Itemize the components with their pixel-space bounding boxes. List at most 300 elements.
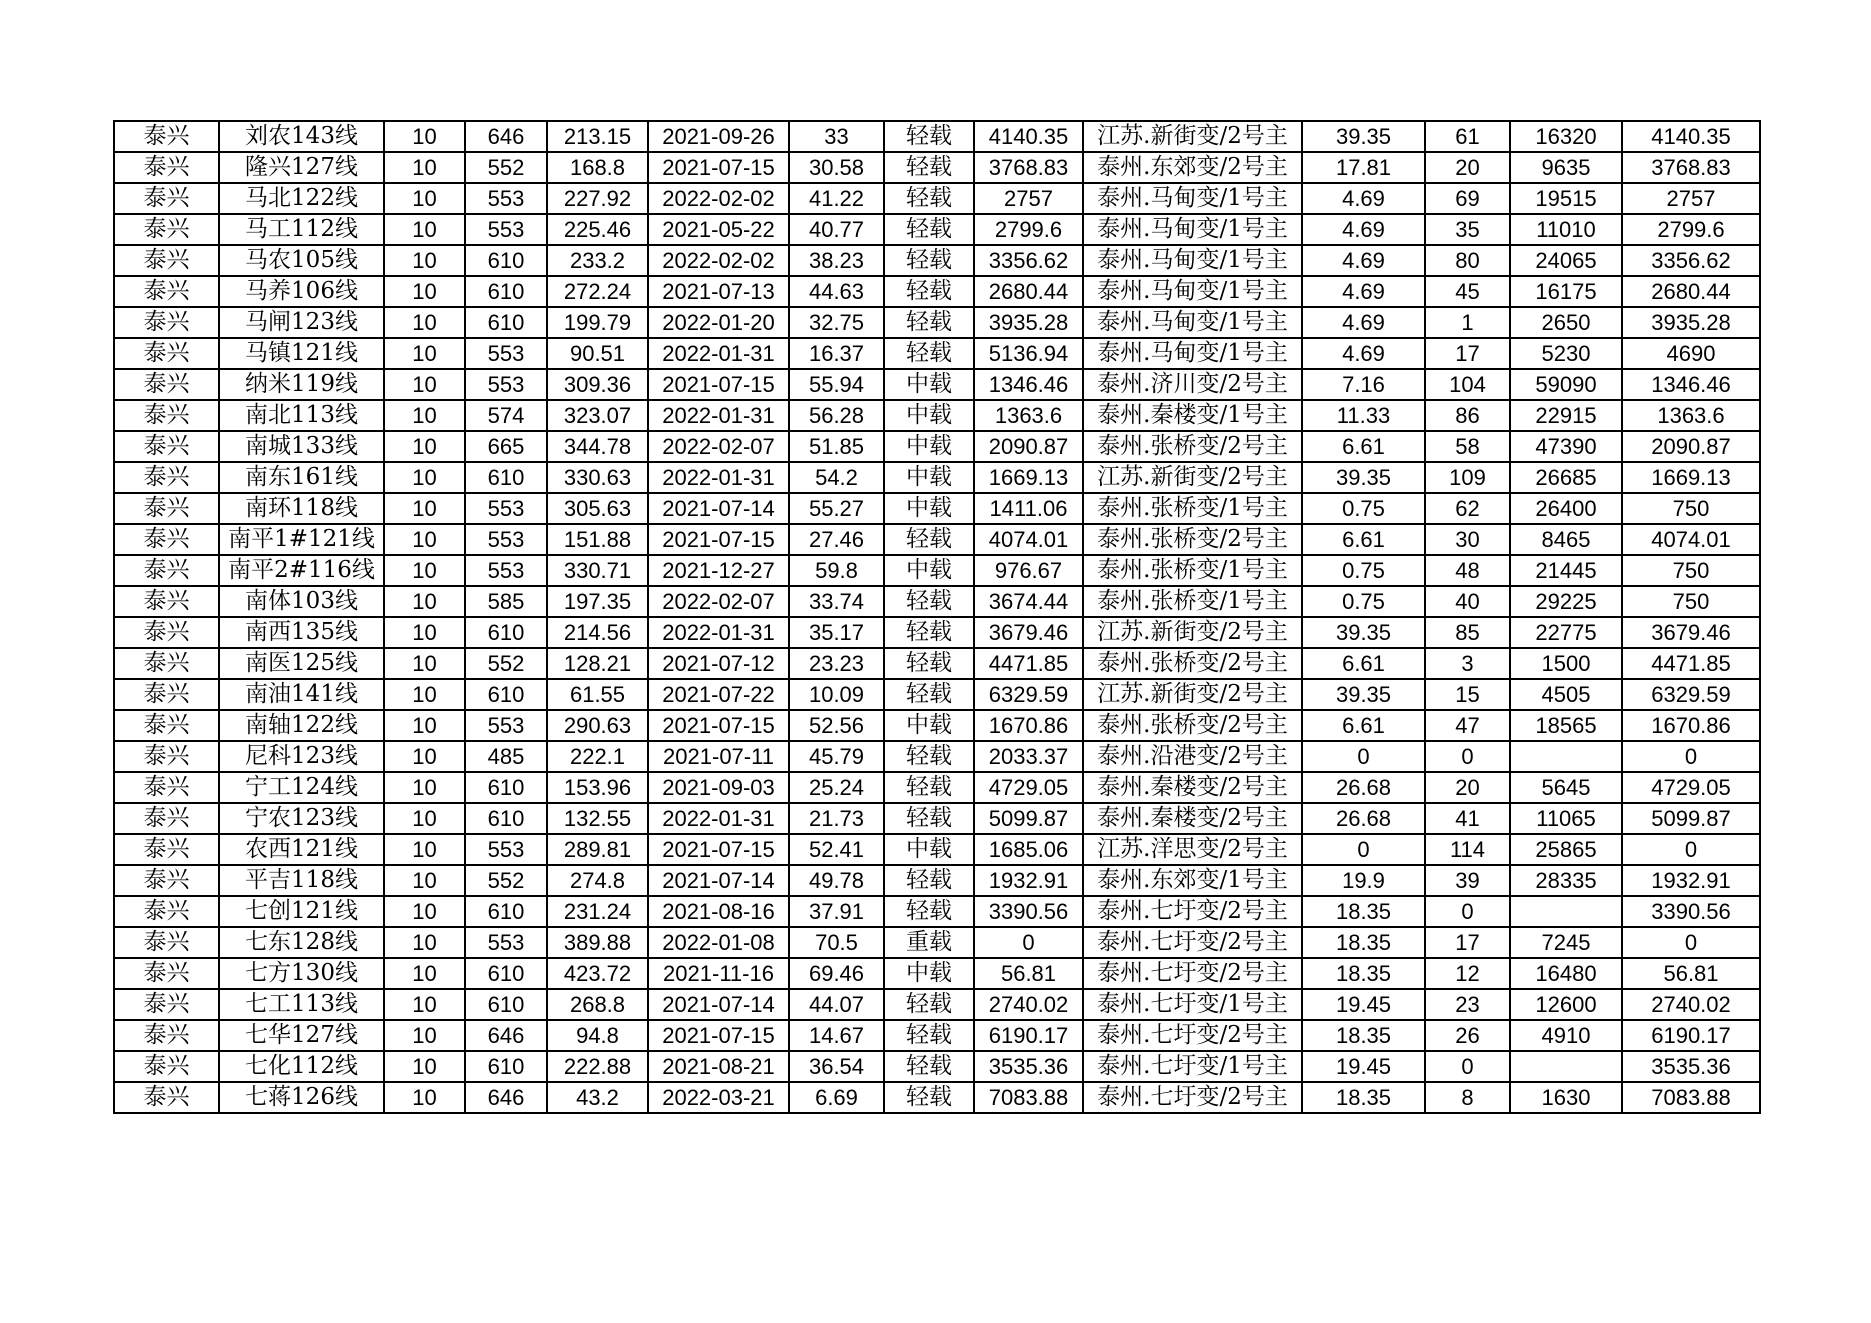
count-cell: 3 bbox=[1425, 648, 1510, 679]
line-name-cell: 南平2#116线 bbox=[219, 555, 384, 586]
load-rate-cell: 52.41 bbox=[789, 834, 884, 865]
load-cell: 153.96 bbox=[547, 772, 648, 803]
load-rate-cell: 44.07 bbox=[789, 989, 884, 1020]
margin-cell: 4074.01 bbox=[974, 524, 1083, 555]
load-rate-cell: 10.09 bbox=[789, 679, 884, 710]
load-cell: 213.15 bbox=[547, 121, 648, 152]
date-cell: 2022-01-31 bbox=[648, 338, 789, 369]
margin-cell: 3390.56 bbox=[974, 896, 1083, 927]
load-status-cell: 轻载 bbox=[884, 1051, 974, 1082]
load-cell: 151.88 bbox=[547, 524, 648, 555]
total-capacity-cell: 4505 bbox=[1510, 679, 1622, 710]
transformer-cell: 江苏.洋思变/2号主 bbox=[1083, 834, 1302, 865]
total-capacity-cell: 26685 bbox=[1510, 462, 1622, 493]
load-rate-cell: 51.85 bbox=[789, 431, 884, 462]
load-rate-cell: 54.2 bbox=[789, 462, 884, 493]
load-status-cell: 轻载 bbox=[884, 896, 974, 927]
load-rate-cell: 52.56 bbox=[789, 710, 884, 741]
table-row bbox=[114, 586, 1760, 617]
load-rate-cell: 30.58 bbox=[789, 152, 884, 183]
transformer-cell: 江苏.新街变/2号主 bbox=[1083, 679, 1302, 710]
transformer-cell: 泰州.七圩变/2号主 bbox=[1083, 958, 1302, 989]
table-row bbox=[114, 555, 1760, 586]
transformer-cell: 泰州.秦楼变/1号主 bbox=[1083, 400, 1302, 431]
table-row bbox=[114, 710, 1760, 741]
transformer-rate-cell: 11.33 bbox=[1302, 400, 1425, 431]
load-rate-cell: 16.37 bbox=[789, 338, 884, 369]
voltage-cell: 10 bbox=[384, 648, 465, 679]
count-cell: 12 bbox=[1425, 958, 1510, 989]
load-rate-cell: 33 bbox=[789, 121, 884, 152]
voltage-cell: 10 bbox=[384, 1051, 465, 1082]
load-rate-cell: 32.75 bbox=[789, 307, 884, 338]
capacity-cell: 553 bbox=[465, 183, 547, 214]
line-name-cell: 南体103线 bbox=[219, 586, 384, 617]
line-name-cell: 纳米119线 bbox=[219, 369, 384, 400]
load-status-cell: 轻载 bbox=[884, 586, 974, 617]
region-cell: 泰兴 bbox=[114, 152, 219, 183]
table-row bbox=[114, 400, 1760, 431]
transformer-cell: 泰州.七圩变/2号主 bbox=[1083, 1020, 1302, 1051]
load-cell: 272.24 bbox=[547, 276, 648, 307]
transformer-cell: 泰州.七圩变/1号主 bbox=[1083, 989, 1302, 1020]
table-row bbox=[114, 834, 1760, 865]
load-cell: 305.63 bbox=[547, 493, 648, 524]
voltage-cell: 10 bbox=[384, 958, 465, 989]
available-cell: 1932.91 bbox=[1622, 865, 1760, 896]
margin-cell: 3674.44 bbox=[974, 586, 1083, 617]
total-capacity-cell: 18565 bbox=[1510, 710, 1622, 741]
region-cell: 泰兴 bbox=[114, 338, 219, 369]
capacity-cell: 552 bbox=[465, 648, 547, 679]
transformer-rate-cell: 26.68 bbox=[1302, 772, 1425, 803]
load-cell: 199.79 bbox=[547, 307, 648, 338]
count-cell: 86 bbox=[1425, 400, 1510, 431]
load-rate-cell: 49.78 bbox=[789, 865, 884, 896]
voltage-cell: 10 bbox=[384, 524, 465, 555]
transformer-cell: 泰州.秦楼变/2号主 bbox=[1083, 803, 1302, 834]
transformer-cell: 泰州.张桥变/2号主 bbox=[1083, 524, 1302, 555]
capacity-cell: 574 bbox=[465, 400, 547, 431]
transformer-rate-cell: 6.61 bbox=[1302, 710, 1425, 741]
voltage-cell: 10 bbox=[384, 896, 465, 927]
table-row bbox=[114, 183, 1760, 214]
transformer-rate-cell: 18.35 bbox=[1302, 927, 1425, 958]
load-rate-cell: 27.46 bbox=[789, 524, 884, 555]
margin-cell: 5136.94 bbox=[974, 338, 1083, 369]
total-capacity-cell: 11065 bbox=[1510, 803, 1622, 834]
total-capacity-cell: 25865 bbox=[1510, 834, 1622, 865]
capacity-cell: 553 bbox=[465, 338, 547, 369]
load-cell: 268.8 bbox=[547, 989, 648, 1020]
available-cell: 0 bbox=[1622, 741, 1760, 772]
transformer-rate-cell: 18.35 bbox=[1302, 1020, 1425, 1051]
margin-cell: 4471.85 bbox=[974, 648, 1083, 679]
margin-cell: 6190.17 bbox=[974, 1020, 1083, 1051]
table-row bbox=[114, 462, 1760, 493]
voltage-cell: 10 bbox=[384, 586, 465, 617]
load-cell: 128.21 bbox=[547, 648, 648, 679]
total-capacity-cell: 22775 bbox=[1510, 617, 1622, 648]
load-rate-cell: 55.94 bbox=[789, 369, 884, 400]
voltage-cell: 10 bbox=[384, 338, 465, 369]
table-row bbox=[114, 121, 1760, 152]
table-row bbox=[114, 307, 1760, 338]
voltage-cell: 10 bbox=[384, 927, 465, 958]
line-name-cell: 七方130线 bbox=[219, 958, 384, 989]
load-cell: 289.81 bbox=[547, 834, 648, 865]
table-row bbox=[114, 958, 1760, 989]
date-cell: 2021-12-27 bbox=[648, 555, 789, 586]
load-cell: 389.88 bbox=[547, 927, 648, 958]
capacity-cell: 610 bbox=[465, 462, 547, 493]
available-cell: 1363.6 bbox=[1622, 400, 1760, 431]
margin-cell: 1685.06 bbox=[974, 834, 1083, 865]
transformer-cell: 江苏.新街变/2号主 bbox=[1083, 462, 1302, 493]
transformer-rate-cell: 0 bbox=[1302, 741, 1425, 772]
region-cell: 泰兴 bbox=[114, 462, 219, 493]
load-rate-cell: 56.28 bbox=[789, 400, 884, 431]
region-cell: 泰兴 bbox=[114, 1082, 219, 1113]
load-status-cell: 轻载 bbox=[884, 245, 974, 276]
load-status-cell: 中载 bbox=[884, 493, 974, 524]
load-cell: 290.63 bbox=[547, 710, 648, 741]
count-cell: 40 bbox=[1425, 586, 1510, 617]
transformer-cell: 泰州.马甸变/1号主 bbox=[1083, 307, 1302, 338]
count-cell: 20 bbox=[1425, 152, 1510, 183]
total-capacity-cell bbox=[1510, 896, 1622, 927]
table-row bbox=[114, 152, 1760, 183]
date-cell: 2022-01-08 bbox=[648, 927, 789, 958]
line-name-cell: 马闸123线 bbox=[219, 307, 384, 338]
margin-cell: 2740.02 bbox=[974, 989, 1083, 1020]
total-capacity-cell: 12600 bbox=[1510, 989, 1622, 1020]
available-cell: 7083.88 bbox=[1622, 1082, 1760, 1113]
available-cell: 4729.05 bbox=[1622, 772, 1760, 803]
voltage-cell: 10 bbox=[384, 152, 465, 183]
count-cell: 23 bbox=[1425, 989, 1510, 1020]
date-cell: 2021-11-16 bbox=[648, 958, 789, 989]
total-capacity-cell: 1500 bbox=[1510, 648, 1622, 679]
voltage-cell: 10 bbox=[384, 400, 465, 431]
voltage-cell: 10 bbox=[384, 710, 465, 741]
load-cell: 233.2 bbox=[547, 245, 648, 276]
load-cell: 43.2 bbox=[547, 1082, 648, 1113]
load-rate-cell: 59.8 bbox=[789, 555, 884, 586]
load-rate-cell: 25.24 bbox=[789, 772, 884, 803]
count-cell: 0 bbox=[1425, 1051, 1510, 1082]
voltage-cell: 10 bbox=[384, 493, 465, 524]
load-rate-cell: 69.46 bbox=[789, 958, 884, 989]
voltage-cell: 10 bbox=[384, 803, 465, 834]
count-cell: 20 bbox=[1425, 772, 1510, 803]
load-cell: 227.92 bbox=[547, 183, 648, 214]
voltage-cell: 10 bbox=[384, 183, 465, 214]
table-row bbox=[114, 338, 1760, 369]
region-cell: 泰兴 bbox=[114, 121, 219, 152]
table-row bbox=[114, 245, 1760, 276]
table-row bbox=[114, 524, 1760, 555]
load-cell: 197.35 bbox=[547, 586, 648, 617]
margin-cell: 1411.06 bbox=[974, 493, 1083, 524]
table-row bbox=[114, 741, 1760, 772]
capacity-cell: 610 bbox=[465, 958, 547, 989]
transformer-rate-cell: 39.35 bbox=[1302, 617, 1425, 648]
margin-cell: 6329.59 bbox=[974, 679, 1083, 710]
load-rate-cell: 40.77 bbox=[789, 214, 884, 245]
load-rate-cell: 36.54 bbox=[789, 1051, 884, 1082]
line-name-cell: 马工112线 bbox=[219, 214, 384, 245]
transformer-cell: 泰州.张桥变/2号主 bbox=[1083, 648, 1302, 679]
capacity-cell: 553 bbox=[465, 369, 547, 400]
available-cell: 5099.87 bbox=[1622, 803, 1760, 834]
load-status-cell: 中载 bbox=[884, 555, 974, 586]
voltage-cell: 10 bbox=[384, 276, 465, 307]
margin-cell: 7083.88 bbox=[974, 1082, 1083, 1113]
total-capacity-cell: 16175 bbox=[1510, 276, 1622, 307]
load-status-cell: 中载 bbox=[884, 958, 974, 989]
date-cell: 2022-02-07 bbox=[648, 431, 789, 462]
load-status-cell: 中载 bbox=[884, 710, 974, 741]
capacity-cell: 585 bbox=[465, 586, 547, 617]
date-cell: 2022-01-31 bbox=[648, 803, 789, 834]
count-cell: 85 bbox=[1425, 617, 1510, 648]
available-cell: 750 bbox=[1622, 493, 1760, 524]
line-name-cell: 七工113线 bbox=[219, 989, 384, 1020]
count-cell: 30 bbox=[1425, 524, 1510, 555]
transformer-cell: 泰州.马甸变/1号主 bbox=[1083, 183, 1302, 214]
load-cell: 344.78 bbox=[547, 431, 648, 462]
count-cell: 41 bbox=[1425, 803, 1510, 834]
table-row bbox=[114, 648, 1760, 679]
total-capacity-cell: 24065 bbox=[1510, 245, 1622, 276]
voltage-cell: 10 bbox=[384, 865, 465, 896]
region-cell: 泰兴 bbox=[114, 989, 219, 1020]
capacity-cell: 553 bbox=[465, 493, 547, 524]
line-name-cell: 宁农123线 bbox=[219, 803, 384, 834]
margin-cell: 2090.87 bbox=[974, 431, 1083, 462]
load-rate-cell: 45.79 bbox=[789, 741, 884, 772]
transformer-rate-cell: 0.75 bbox=[1302, 586, 1425, 617]
voltage-cell: 10 bbox=[384, 741, 465, 772]
date-cell: 2021-09-26 bbox=[648, 121, 789, 152]
load-rate-cell: 6.69 bbox=[789, 1082, 884, 1113]
transformer-cell: 泰州.张桥变/1号主 bbox=[1083, 555, 1302, 586]
table-row bbox=[114, 989, 1760, 1020]
load-status-cell: 轻载 bbox=[884, 803, 974, 834]
transformer-cell: 泰州.东郊变/1号主 bbox=[1083, 865, 1302, 896]
margin-cell: 3679.46 bbox=[974, 617, 1083, 648]
total-capacity-cell: 5230 bbox=[1510, 338, 1622, 369]
capacity-cell: 610 bbox=[465, 245, 547, 276]
available-cell: 2740.02 bbox=[1622, 989, 1760, 1020]
transformer-cell: 泰州.马甸变/1号主 bbox=[1083, 276, 1302, 307]
line-name-cell: 宁工124线 bbox=[219, 772, 384, 803]
date-cell: 2021-07-13 bbox=[648, 276, 789, 307]
region-cell: 泰兴 bbox=[114, 555, 219, 586]
available-cell: 2090.87 bbox=[1622, 431, 1760, 462]
table-row bbox=[114, 803, 1760, 834]
total-capacity-cell: 5645 bbox=[1510, 772, 1622, 803]
line-name-cell: 七创121线 bbox=[219, 896, 384, 927]
region-cell: 泰兴 bbox=[114, 400, 219, 431]
line-name-cell: 马农105线 bbox=[219, 245, 384, 276]
region-cell: 泰兴 bbox=[114, 803, 219, 834]
available-cell: 2799.6 bbox=[1622, 214, 1760, 245]
margin-cell: 3768.83 bbox=[974, 152, 1083, 183]
load-status-cell: 中载 bbox=[884, 400, 974, 431]
line-name-cell: 南东161线 bbox=[219, 462, 384, 493]
margin-cell: 3535.36 bbox=[974, 1051, 1083, 1082]
count-cell: 1 bbox=[1425, 307, 1510, 338]
transformer-rate-cell: 18.35 bbox=[1302, 896, 1425, 927]
load-status-cell: 轻载 bbox=[884, 1082, 974, 1113]
region-cell: 泰兴 bbox=[114, 214, 219, 245]
voltage-cell: 10 bbox=[384, 555, 465, 586]
available-cell: 3679.46 bbox=[1622, 617, 1760, 648]
load-status-cell: 轻载 bbox=[884, 524, 974, 555]
region-cell: 泰兴 bbox=[114, 741, 219, 772]
date-cell: 2021-08-16 bbox=[648, 896, 789, 927]
capacity-cell: 610 bbox=[465, 617, 547, 648]
load-rate-cell: 23.23 bbox=[789, 648, 884, 679]
count-cell: 80 bbox=[1425, 245, 1510, 276]
transformer-rate-cell: 4.69 bbox=[1302, 307, 1425, 338]
transformer-rate-cell: 4.69 bbox=[1302, 338, 1425, 369]
margin-cell: 2680.44 bbox=[974, 276, 1083, 307]
load-rate-cell: 70.5 bbox=[789, 927, 884, 958]
total-capacity-cell: 19515 bbox=[1510, 183, 1622, 214]
line-name-cell: 尼科123线 bbox=[219, 741, 384, 772]
line-name-cell: 南医125线 bbox=[219, 648, 384, 679]
capacity-cell: 610 bbox=[465, 1051, 547, 1082]
transformer-rate-cell: 39.35 bbox=[1302, 679, 1425, 710]
margin-cell: 1669.13 bbox=[974, 462, 1083, 493]
line-name-cell: 南西135线 bbox=[219, 617, 384, 648]
count-cell: 62 bbox=[1425, 493, 1510, 524]
total-capacity-cell: 28335 bbox=[1510, 865, 1622, 896]
capacity-cell: 552 bbox=[465, 152, 547, 183]
transformer-rate-cell: 19.45 bbox=[1302, 989, 1425, 1020]
date-cell: 2021-09-03 bbox=[648, 772, 789, 803]
data-table bbox=[113, 120, 1761, 1114]
region-cell: 泰兴 bbox=[114, 307, 219, 338]
line-name-cell: 南轴122线 bbox=[219, 710, 384, 741]
voltage-cell: 10 bbox=[384, 772, 465, 803]
capacity-cell: 646 bbox=[465, 121, 547, 152]
load-rate-cell: 44.63 bbox=[789, 276, 884, 307]
available-cell: 3390.56 bbox=[1622, 896, 1760, 927]
line-name-cell: 平吉118线 bbox=[219, 865, 384, 896]
available-cell: 3768.83 bbox=[1622, 152, 1760, 183]
transformer-cell: 泰州.七圩变/2号主 bbox=[1083, 1082, 1302, 1113]
date-cell: 2021-07-14 bbox=[648, 493, 789, 524]
table-row bbox=[114, 772, 1760, 803]
date-cell: 2022-02-02 bbox=[648, 183, 789, 214]
voltage-cell: 10 bbox=[384, 617, 465, 648]
table-row bbox=[114, 679, 1760, 710]
total-capacity-cell: 2650 bbox=[1510, 307, 1622, 338]
region-cell: 泰兴 bbox=[114, 648, 219, 679]
load-rate-cell: 14.67 bbox=[789, 1020, 884, 1051]
load-status-cell: 轻载 bbox=[884, 276, 974, 307]
transformer-cell: 江苏.新街变/2号主 bbox=[1083, 617, 1302, 648]
voltage-cell: 10 bbox=[384, 431, 465, 462]
total-capacity-cell: 9635 bbox=[1510, 152, 1622, 183]
date-cell: 2021-05-22 bbox=[648, 214, 789, 245]
load-cell: 309.36 bbox=[547, 369, 648, 400]
load-status-cell: 轻载 bbox=[884, 617, 974, 648]
voltage-cell: 10 bbox=[384, 214, 465, 245]
date-cell: 2022-03-21 bbox=[648, 1082, 789, 1113]
transformer-cell: 泰州.东郊变/2号主 bbox=[1083, 152, 1302, 183]
capacity-cell: 553 bbox=[465, 214, 547, 245]
load-status-cell: 轻载 bbox=[884, 679, 974, 710]
voltage-cell: 10 bbox=[384, 369, 465, 400]
available-cell: 56.81 bbox=[1622, 958, 1760, 989]
date-cell: 2021-07-15 bbox=[648, 524, 789, 555]
load-status-cell: 中载 bbox=[884, 834, 974, 865]
margin-cell: 4729.05 bbox=[974, 772, 1083, 803]
transformer-rate-cell: 4.69 bbox=[1302, 276, 1425, 307]
load-status-cell: 轻载 bbox=[884, 772, 974, 803]
date-cell: 2022-01-20 bbox=[648, 307, 789, 338]
available-cell: 3935.28 bbox=[1622, 307, 1760, 338]
count-cell: 0 bbox=[1425, 896, 1510, 927]
available-cell: 4471.85 bbox=[1622, 648, 1760, 679]
count-cell: 114 bbox=[1425, 834, 1510, 865]
date-cell: 2022-02-07 bbox=[648, 586, 789, 617]
region-cell: 泰兴 bbox=[114, 679, 219, 710]
transformer-rate-cell: 6.61 bbox=[1302, 648, 1425, 679]
date-cell: 2021-07-22 bbox=[648, 679, 789, 710]
capacity-cell: 552 bbox=[465, 865, 547, 896]
total-capacity-cell: 1630 bbox=[1510, 1082, 1622, 1113]
load-status-cell: 轻载 bbox=[884, 214, 974, 245]
load-cell: 231.24 bbox=[547, 896, 648, 927]
region-cell: 泰兴 bbox=[114, 1020, 219, 1051]
margin-cell: 1932.91 bbox=[974, 865, 1083, 896]
line-name-cell: 马镇121线 bbox=[219, 338, 384, 369]
table-row bbox=[114, 1082, 1760, 1113]
load-rate-cell: 41.22 bbox=[789, 183, 884, 214]
available-cell: 0 bbox=[1622, 927, 1760, 958]
load-status-cell: 轻载 bbox=[884, 307, 974, 338]
load-rate-cell: 35.17 bbox=[789, 617, 884, 648]
capacity-cell: 610 bbox=[465, 276, 547, 307]
date-cell: 2022-01-31 bbox=[648, 617, 789, 648]
voltage-cell: 10 bbox=[384, 121, 465, 152]
available-cell: 2757 bbox=[1622, 183, 1760, 214]
table-row bbox=[114, 1020, 1760, 1051]
count-cell: 45 bbox=[1425, 276, 1510, 307]
region-cell: 泰兴 bbox=[114, 896, 219, 927]
load-status-cell: 轻载 bbox=[884, 865, 974, 896]
region-cell: 泰兴 bbox=[114, 710, 219, 741]
margin-cell: 4140.35 bbox=[974, 121, 1083, 152]
margin-cell: 1363.6 bbox=[974, 400, 1083, 431]
total-capacity-cell: 11010 bbox=[1510, 214, 1622, 245]
table-row bbox=[114, 927, 1760, 958]
region-cell: 泰兴 bbox=[114, 617, 219, 648]
region-cell: 泰兴 bbox=[114, 927, 219, 958]
capacity-cell: 610 bbox=[465, 772, 547, 803]
total-capacity-cell: 29225 bbox=[1510, 586, 1622, 617]
region-cell: 泰兴 bbox=[114, 1051, 219, 1082]
line-name-cell: 刘农143线 bbox=[219, 121, 384, 152]
transformer-rate-cell: 6.61 bbox=[1302, 524, 1425, 555]
total-capacity-cell: 47390 bbox=[1510, 431, 1622, 462]
